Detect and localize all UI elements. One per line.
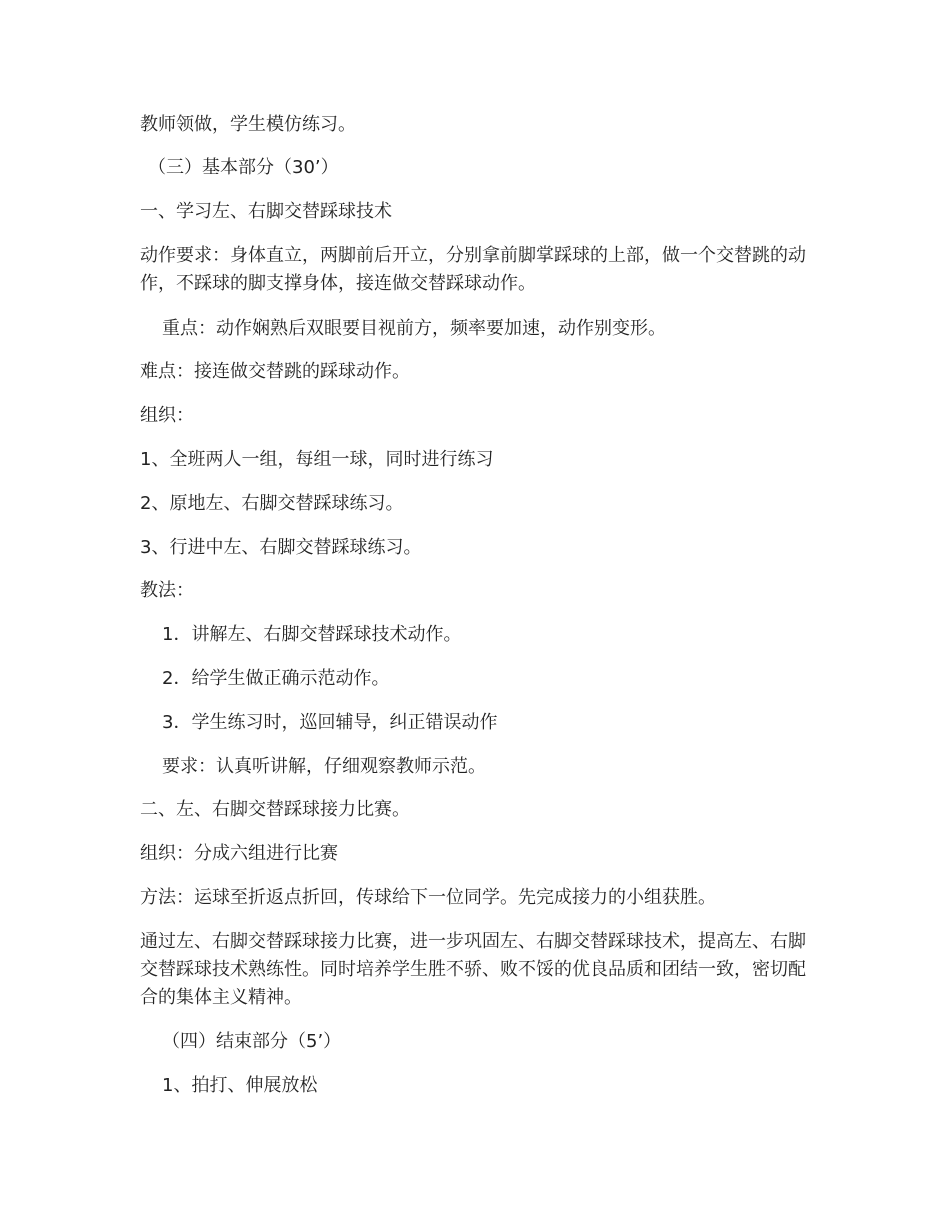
list-item-method-2: 2．给学生做正确示范动作。 [162,668,390,689]
list-item-method-3: 3．学生练习时，巡回辅导，纠正错误动作 [162,712,498,733]
list-item-method-1: 1．讲解左、右脚交替踩球技术动作。 [162,624,462,645]
paragraph-difficulty: 难点：接连做交替跳的踩球动作。 [140,361,410,382]
paragraph-action-requirements: 动作要求：身体直立，两脚前后开立，分别拿前脚掌踩球的上部，做一个交替跳的动作，不踩球的脚支撑身体，接连做交替踩球动作。 [140,245,806,294]
paragraph-requirement: 要求：认真听讲解，仔细观察教师示范。 [162,756,486,777]
label-organization: 组织： [140,405,194,426]
paragraph-teacher-lead: 教师领做，学生模仿练习。 [140,114,356,135]
subheading-relay-race: 二、左、右脚交替踩球接力比赛。 [140,799,410,820]
subheading-learn-technique: 一、学习左、右脚交替踩球技术 [140,201,392,222]
paragraph-key-point: 重点：动作娴熟后双眼要目视前方，频率要加速，动作别变形。 [162,318,666,339]
paragraph-race-organization: 组织：分成六组进行比赛 [140,843,338,864]
paragraph-race-purpose: 通过左、右脚交替踩球接力比赛，进一步巩固左、右脚交替踩球技术，提高左、右脚交替踩球技术熟练性。同时培养学生胜不骄、败不馁的优良品质和团结一致，密切配合的集体主义精神。 [140,931,806,1008]
section-heading-basic-part: （三）基本部分（30’） [148,157,339,178]
list-item-closing-1: 1、拍打、伸展放松 [162,1075,318,1096]
label-teaching-method: 教法： [140,580,194,601]
list-item-organization-3: 3、行进中左、右脚交替踩球练习。 [140,537,422,558]
list-item-organization-2: 2、原地左、右脚交替踩球练习。 [140,493,404,514]
list-item-organization-1: 1、全班两人一组，每组一球，同时进行练习 [140,449,494,470]
section-heading-closing-part: （四）结束部分（5’） [162,1031,342,1052]
paragraph-race-method: 方法：运球至折返点折回，传球给下一位同学。先完成接力的小组获胜。 [140,887,716,908]
